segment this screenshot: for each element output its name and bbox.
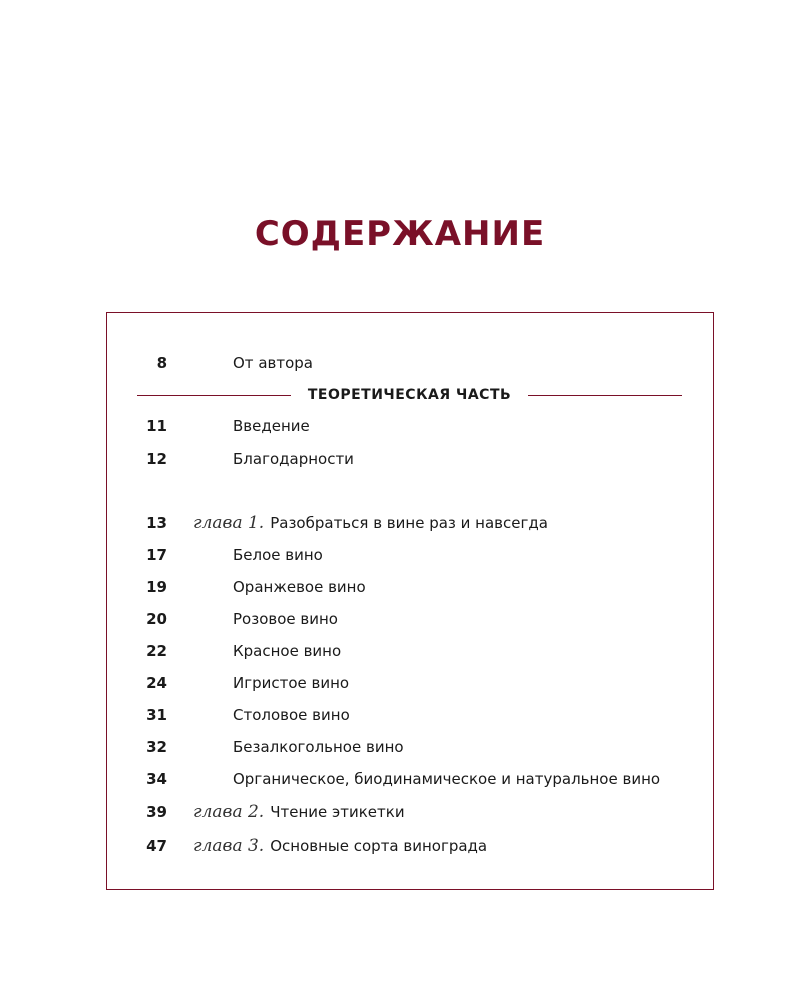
- page-number: 24: [146, 674, 167, 692]
- page-number: 11: [146, 417, 167, 435]
- table-of-contents: [106, 312, 714, 890]
- entry-title: Чтение этикетки: [270, 803, 405, 821]
- toc-entry[interactable]: [107, 767, 713, 791]
- page-number: 47: [146, 837, 167, 855]
- entry-title: Благодарности: [233, 450, 354, 468]
- chapter-label: глава 1.: [193, 513, 265, 533]
- toc-chapter-entry[interactable]: [107, 800, 713, 824]
- page-number: 32: [146, 738, 167, 756]
- chapter-label: глава 2.: [193, 802, 265, 822]
- toc-entry[interactable]: [107, 575, 713, 599]
- entry-title: Безалкогольное вино: [233, 738, 404, 756]
- page-title: СОДЕРЖАНИЕ: [254, 214, 546, 254]
- toc-entry[interactable]: [107, 735, 713, 759]
- toc-entry[interactable]: [107, 639, 713, 663]
- page-number: 19: [146, 578, 167, 596]
- entry-title: Игристое вино: [233, 674, 350, 692]
- page-number: 8: [156, 354, 167, 372]
- toc-chapter-entry[interactable]: [107, 834, 713, 858]
- page-number: 17: [146, 546, 167, 564]
- page-number: 12: [146, 450, 167, 468]
- toc-entry[interactable]: [107, 414, 713, 438]
- page-number: 13: [146, 514, 167, 532]
- page-number: 22: [146, 642, 167, 660]
- toc-entry[interactable]: [107, 703, 713, 727]
- page-number: 39: [146, 803, 167, 821]
- entry-title: Органическое, биодинамическое и натуральное вино: [233, 770, 661, 788]
- page-number: 20: [146, 610, 167, 628]
- toc-entry[interactable]: [107, 447, 713, 471]
- entry-title: Столовое вино: [233, 706, 350, 724]
- toc-entry[interactable]: [107, 543, 713, 567]
- page-number: 31: [146, 706, 167, 724]
- entry-title: Розовое вино: [233, 610, 338, 628]
- entry-title: Разобраться в вине раз и навсегда: [270, 514, 548, 532]
- entry-title: Белое вино: [233, 546, 323, 564]
- entry-title: От автора: [233, 354, 313, 372]
- section-title: ТЕОРЕТИЧЕСКАЯ ЧАСТЬ: [307, 387, 512, 403]
- page-number: 34: [146, 770, 167, 788]
- toc-entry[interactable]: [107, 607, 713, 631]
- toc-chapter-entry[interactable]: [107, 511, 713, 535]
- entry-title: Оранжевое вино: [233, 578, 366, 596]
- toc-entry[interactable]: [107, 351, 713, 375]
- entry-title: Введение: [233, 417, 310, 435]
- entry-title: Красное вино: [233, 642, 342, 660]
- chapter-label: глава 3.: [193, 836, 265, 856]
- section-header: [137, 383, 682, 407]
- divider-line: [528, 395, 682, 396]
- toc-entry[interactable]: [107, 671, 713, 695]
- entry-title: Основные сорта винограда: [270, 837, 488, 855]
